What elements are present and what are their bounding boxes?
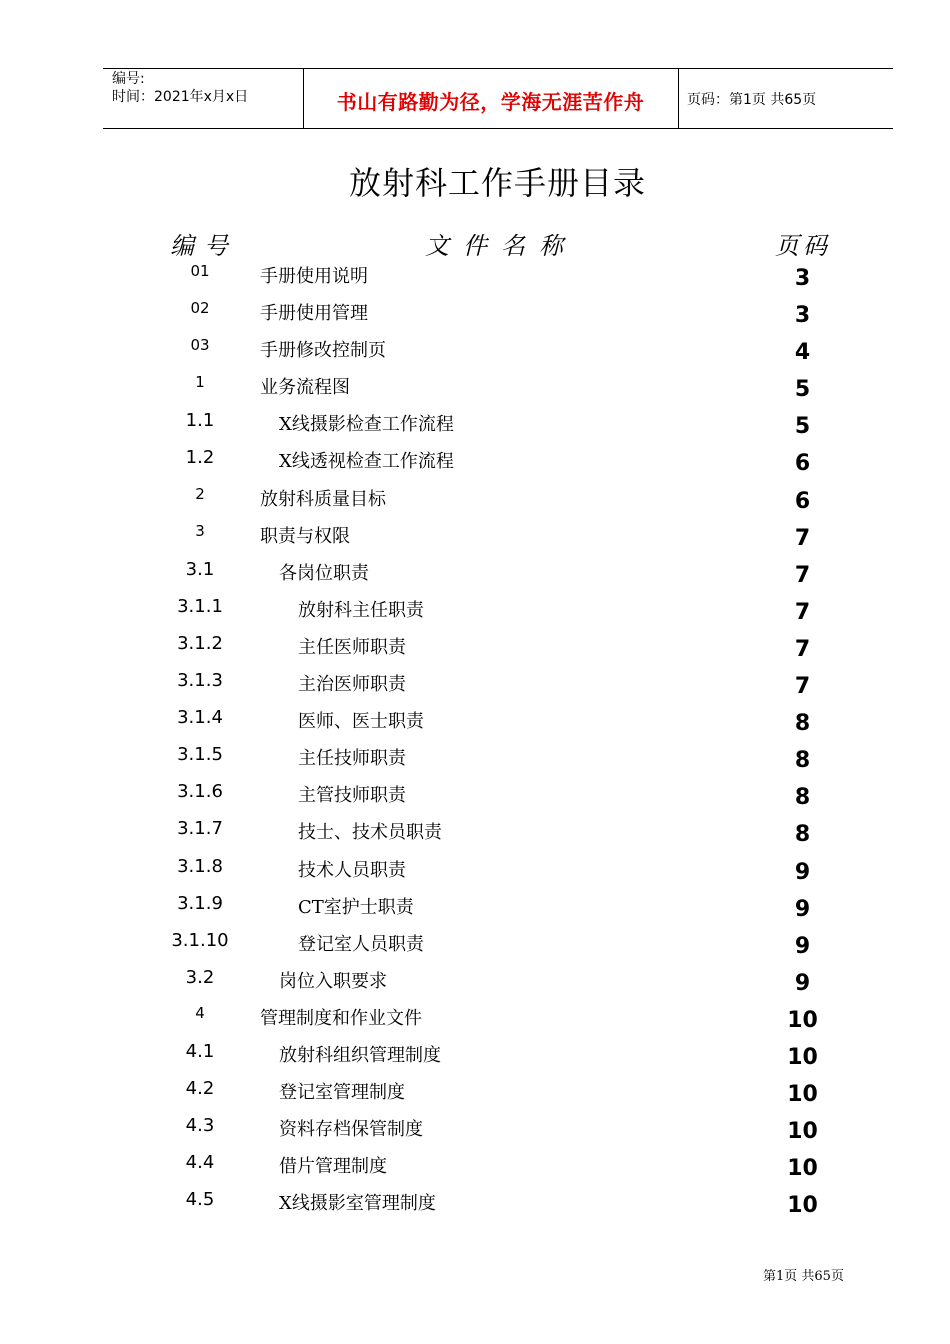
toc-entry[interactable] — [0, 336, 950, 373]
toc-entry[interactable] — [0, 967, 950, 1004]
toc-entry-title: 主任医师职责 — [298, 636, 406, 658]
toc-entry-page: 9 — [794, 970, 811, 996]
toc-entry-number: 3.1.2 — [177, 632, 223, 654]
toc-entry[interactable] — [0, 818, 950, 855]
toc-entry[interactable] — [0, 744, 950, 781]
toc-entry-page: 5 — [794, 377, 811, 403]
toc-entry-title: 手册修改控制页 — [260, 340, 386, 362]
toc-entry-title: 医师、医士职责 — [298, 711, 424, 733]
toc-entry-number: 1.2 — [185, 447, 215, 469]
header-bottom-rule — [103, 128, 893, 129]
toc-entry-number: 3.1.6 — [177, 781, 223, 803]
toc-entry-number: 3.1.3 — [177, 670, 223, 692]
header-page-info: 页码：第1页 共65页 — [687, 92, 817, 108]
toc-entry-title: 手册使用管理 — [260, 303, 368, 325]
toc-entry[interactable] — [0, 1041, 950, 1078]
toc-entry-title: X线摄影室管理制度 — [279, 1193, 436, 1215]
toc-entry[interactable] — [0, 596, 950, 633]
toc-entry[interactable] — [0, 485, 950, 522]
toc-entry[interactable] — [0, 447, 950, 484]
page-footer: 第1页 共65页 — [763, 1269, 844, 1284]
toc-entry-number: 3.1.9 — [177, 892, 223, 914]
toc-entry-number: 4 — [195, 1003, 205, 1022]
toc-entry-title: 技士、技术员职责 — [298, 822, 442, 844]
toc-entry[interactable] — [0, 781, 950, 818]
toc-entry[interactable] — [0, 930, 950, 967]
header-motto: 书山有路勤为径，学海无涯苦作舟 — [336, 90, 645, 114]
toc-entry[interactable] — [0, 410, 950, 447]
toc-entry-title: 放射科质量目标 — [260, 488, 386, 510]
toc-entry-number: 03 — [190, 336, 210, 355]
toc-entry[interactable] — [0, 373, 950, 410]
toc-entry-page: 8 — [794, 785, 811, 811]
toc-entry[interactable] — [0, 1152, 950, 1189]
toc-entry-number: 01 — [190, 262, 210, 280]
toc-entry-page: 8 — [794, 711, 811, 737]
toc-entry-number: 4.1 — [185, 1040, 215, 1062]
toc-entry-number: 2 — [195, 484, 205, 503]
toc-entry-title: 主任技师职责 — [298, 748, 406, 770]
toc-entry[interactable] — [0, 893, 950, 930]
toc-entry[interactable] — [0, 299, 950, 336]
toc-entry-title: 主管技师职责 — [298, 785, 406, 807]
document-time-label: 时间：2021年x月x日 — [112, 89, 249, 105]
toc-entry[interactable] — [0, 522, 950, 559]
toc-entry-title: 业务流程图 — [260, 377, 350, 399]
toc-entry-title: 职责与权限 — [260, 525, 350, 547]
toc-entry-number: 3 — [195, 521, 205, 540]
toc-entry-page: 10 — [787, 1007, 818, 1033]
toc-entry[interactable] — [0, 670, 950, 707]
toc-entry-title: 主治医师职责 — [298, 674, 406, 696]
toc-entry-page: 10 — [787, 1044, 818, 1070]
toc-entry-number: 4.3 — [185, 1115, 215, 1137]
toc-entry-page: 10 — [787, 1119, 818, 1145]
toc-entry-page: 9 — [794, 896, 811, 922]
column-header-page: 页码 — [775, 232, 831, 260]
toc-entry-number: 3.1.1 — [177, 595, 223, 617]
toc-entry-page: 10 — [787, 1193, 818, 1219]
toc-entry-page: 9 — [794, 933, 811, 959]
toc-entry-title: 放射科组织管理制度 — [279, 1044, 441, 1066]
toc-entry-title: 登记室管理制度 — [279, 1082, 405, 1104]
toc-entry-page: 7 — [794, 562, 811, 588]
toc-entry[interactable] — [0, 1004, 950, 1041]
toc-entry-number: 4.4 — [185, 1152, 215, 1174]
toc-entry[interactable] — [0, 633, 950, 670]
toc-entry-number: 3.2 — [185, 966, 215, 988]
toc-entry-number: 3.1 — [185, 558, 215, 580]
header-top-rule — [103, 68, 893, 69]
toc-entry[interactable] — [0, 262, 950, 299]
toc-entry-page: 8 — [794, 822, 811, 848]
header-divider — [678, 68, 679, 128]
toc-entry-page: 9 — [794, 859, 811, 885]
toc-entry-title: X线摄影检查工作流程 — [279, 414, 454, 436]
document-number-label: 编号: — [112, 71, 145, 87]
toc-entry-title: 登记室人员职责 — [298, 933, 424, 955]
toc-entry-title: 管理制度和作业文件 — [260, 1007, 422, 1029]
toc-entry-page: 6 — [794, 451, 811, 477]
toc-entry-page: 10 — [787, 1082, 818, 1108]
toc-entry[interactable] — [0, 1115, 950, 1152]
toc-entry-page: 3 — [794, 303, 811, 329]
toc-entry-number: 3.1.10 — [171, 929, 229, 951]
toc-entry-page: 3 — [794, 266, 811, 291]
toc-entry-page: 6 — [794, 488, 811, 514]
toc-entry-number: 4.2 — [185, 1078, 215, 1100]
table-of-contents — [0, 262, 950, 1226]
page-title: 放射科工作手册目录 — [348, 164, 646, 202]
toc-entry-page: 7 — [794, 525, 811, 551]
toc-entry-number: 3.1.4 — [177, 707, 223, 729]
header-meta — [112, 70, 248, 106]
toc-entry-page: 7 — [794, 599, 811, 625]
toc-entry-number: 02 — [190, 299, 210, 318]
column-header-number: 编号 — [170, 232, 238, 260]
toc-entry[interactable] — [0, 559, 950, 596]
toc-entry[interactable] — [0, 1189, 950, 1226]
toc-entry-page: 5 — [794, 414, 811, 440]
toc-entry-number: 1.1 — [185, 410, 215, 432]
toc-entry-number: 3.1.8 — [177, 855, 223, 877]
toc-entry[interactable] — [0, 1078, 950, 1115]
toc-entry-title: 技术人员职责 — [298, 859, 406, 881]
toc-entry-number: 3.1.7 — [177, 818, 223, 840]
toc-entry-title: X线透视检查工作流程 — [279, 451, 454, 473]
toc-entry-title: 岗位入职要求 — [279, 970, 387, 992]
toc-entry-page: 7 — [794, 636, 811, 662]
toc-entry-title: 放射科主任职责 — [298, 599, 424, 621]
toc-entry-title: 各岗位职责 — [279, 562, 369, 584]
toc-entry-title: CT室护士职责 — [298, 896, 414, 918]
toc-entry-number: 3.1.5 — [177, 744, 223, 766]
toc-entry-page: 10 — [787, 1156, 818, 1182]
toc-entry-page: 7 — [794, 674, 811, 700]
toc-entry-page: 8 — [794, 748, 811, 774]
toc-entry-title: 借片管理制度 — [279, 1156, 387, 1178]
toc-entry[interactable] — [0, 707, 950, 744]
toc-entry-number: 1 — [195, 373, 205, 392]
toc-entry-number: 4.5 — [185, 1189, 215, 1211]
column-header-name: 文件名称 — [425, 232, 577, 260]
toc-entry-title: 手册使用说明 — [260, 266, 368, 287]
toc-entry-title: 资料存档保管制度 — [279, 1119, 423, 1141]
toc-entry[interactable] — [0, 856, 950, 893]
toc-entry-page: 4 — [794, 340, 811, 366]
